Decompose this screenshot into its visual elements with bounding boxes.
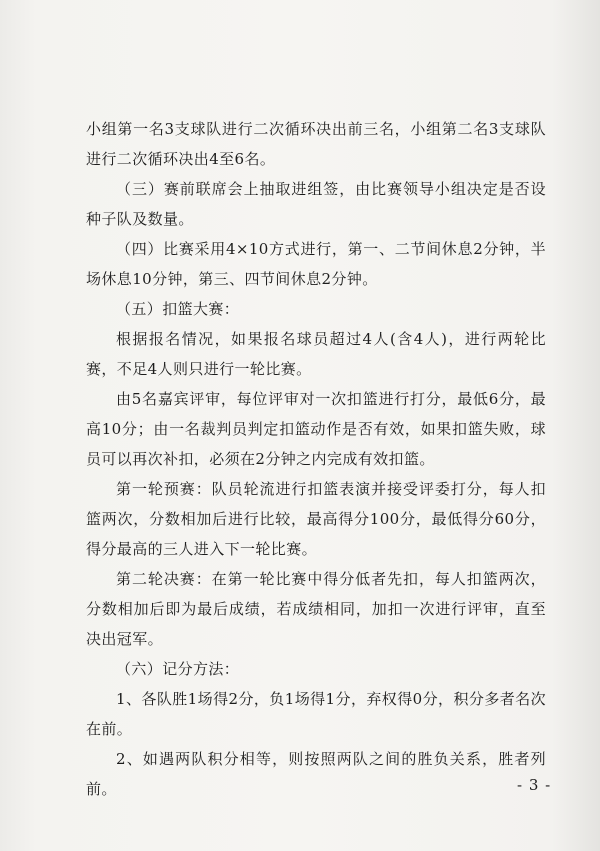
paragraph-first-round: 第一轮预赛：队员轮流进行扣篮表演并接受评委打分，每人扣篮两次，分数相加后进行比较，最高得分100分，最低得分60分，得分最高的三人进入下一轮比赛。 bbox=[86, 480, 546, 558]
section-heading-scoring: （六）记分方法： bbox=[116, 660, 240, 678]
paragraph-scoring-rule-1: 1、各队胜1场得2分，负1场得1分，弃权得0分，积分多者名次在前。 bbox=[86, 690, 546, 738]
page-number: - 3 - bbox=[517, 776, 552, 794]
paragraph-dunk-judging: 由5名嘉宾评审，每位评审对一次扣篮进行打分，最低6分，最高10分；由一名裁判员判定扣篮动作是否有效，如果扣篮失败，球员可以再次补扣，必须在2分钟之内完成有效扣篮。 bbox=[86, 390, 546, 468]
paragraph-final-round: 第二轮决赛：在第一轮比赛中得分低者先扣，每人扣篮两次，分数相加后即为最后成绩，若成绩相同，加扣一次进行评审，直至决出冠军。 bbox=[86, 570, 546, 648]
paragraph-scoring-rule-2: 2、如遇两队积分相等，则按照两队之间的胜负关系，胜者列前。 bbox=[86, 750, 546, 798]
body-text bbox=[86, 114, 546, 804]
paragraph-dunk-registration: 根据报名情况，如果报名球员超过4人(含4人)，进行两轮比赛，不足4人则只进行一轮比赛。 bbox=[86, 330, 546, 378]
section-heading-dunk-contest: （五）扣篮大赛： bbox=[116, 300, 240, 318]
paragraph-group-ranking: 小组第一名3支球队进行二次循环决出前三名，小组第二名3支球队进行二次循环决出4至6名。 bbox=[86, 120, 546, 168]
paragraph-draw: （三）赛前联席会上抽取进组签，由比赛领导小组决定是否设种子队及数量。 bbox=[86, 180, 546, 228]
paragraph-game-format: （四）比赛采用4×10方式进行，第一、二节间休息2分钟，半场休息10分钟，第三、四节间休息2分钟。 bbox=[86, 240, 546, 288]
